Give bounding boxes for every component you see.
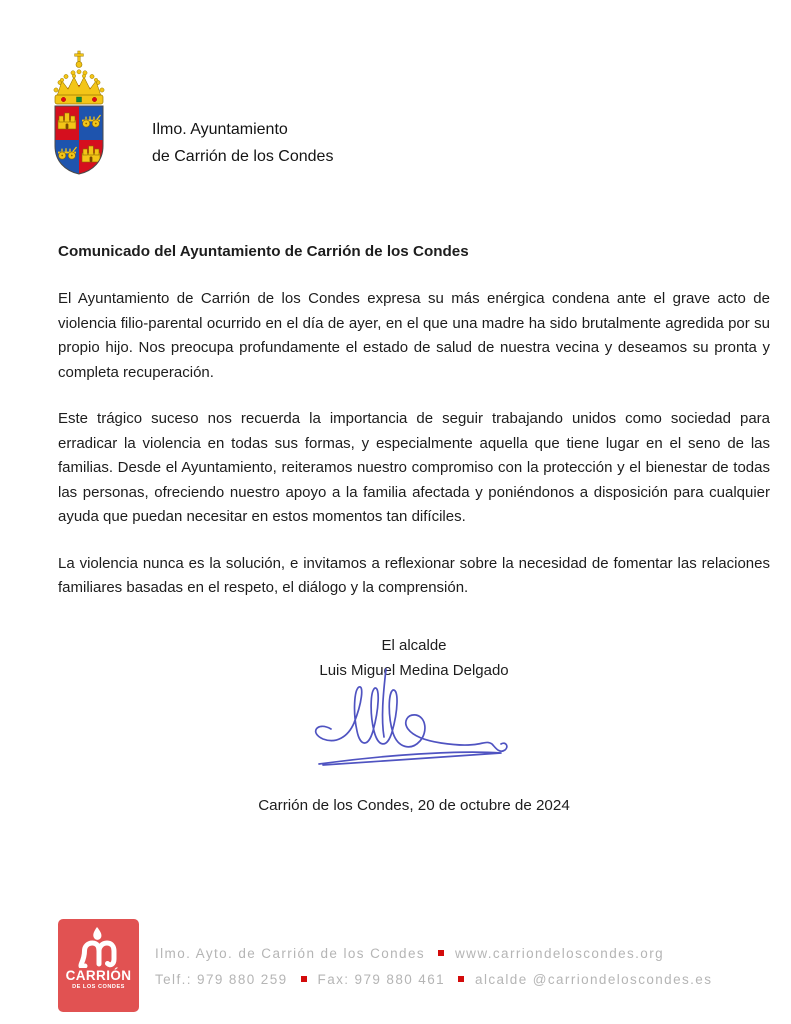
footer-contact (155, 941, 712, 993)
flame-icon (93, 927, 101, 940)
carrion-logo-glyph-icon (77, 926, 121, 968)
footer-email-text: alcalde @carriondeloscondes.es (475, 972, 713, 987)
organization-name (152, 116, 333, 170)
logo-subtitle: DE LOS CONDES (72, 984, 125, 990)
document-paragraph-2: Este trágico suceso nos recuerda la importancia de seguir trabajando unidos como sociedad para erradicar la violencia en todas sus formas, y especialmente aquella que tiene lugar en el seno de las familias. Desde el Ayuntamiento, reiteramos nuestro compromiso con la protección y el bienestar de todas las personas, ofreciendo nuestro apoyo a la familia afectada y poniéndonos a disposición para cualquier ayuda que puedan necesitar en estos momentos tan difíciles. (58, 410, 770, 525)
footer-contact-line-2 (155, 967, 712, 993)
carrion-logo (58, 919, 139, 1012)
red-square-bullet-icon (301, 976, 307, 982)
footer-website-text: www.carriondeloscondes.org (455, 946, 665, 961)
footer-fax-text: Fax: 979 880 461 (317, 972, 446, 987)
organization-name-line2: de Carrión de los Condes (152, 148, 334, 165)
document-body (58, 243, 770, 814)
signer-role: El alcalde (381, 636, 447, 654)
dateline: Carrión de los Condes, 20 de octubre de 2024 (258, 796, 570, 814)
organization-name-line1: Ilmo. Ayuntamiento (152, 121, 288, 138)
document-paragraph-1: El Ayuntamiento de Carrión de los Condes expresa su más enérgica condena ante el grave acto de violencia filio-parental ocurrido en el día de ayer, en el que una madre ha sido brutalmente agredida por su propio hijo. Nos preocupa profundamente el estado de salud de nuestra vecina y deseamos su pronta y completa recuperación. (58, 290, 770, 381)
footer-phone-text: Telf.: 979 880 259 (155, 972, 288, 987)
document-paragraph-3: La violencia nunca es la solución, e invitamos a reflexionar sobre la necesidad de fomentar las relaciones familiares basadas en el respeto, el diálogo y la comprensión. (58, 554, 770, 596)
document-title: Comunicado del Ayuntamiento de Carrión de los Condes (58, 243, 469, 260)
logo-title: CARRIÓN (65, 968, 132, 983)
footer-org-text: Ilmo. Ayto. de Carrión de los Condes (155, 946, 426, 961)
handwritten-signature-icon (289, 667, 539, 789)
coat-of-arms-icon (46, 50, 112, 176)
signer-name: Luis Miguel Medina Delgado (319, 661, 509, 679)
red-square-bullet-icon (458, 976, 464, 982)
signature-block (58, 633, 770, 683)
red-square-bullet-icon (438, 950, 444, 956)
footer-contact-line-1 (155, 941, 712, 967)
